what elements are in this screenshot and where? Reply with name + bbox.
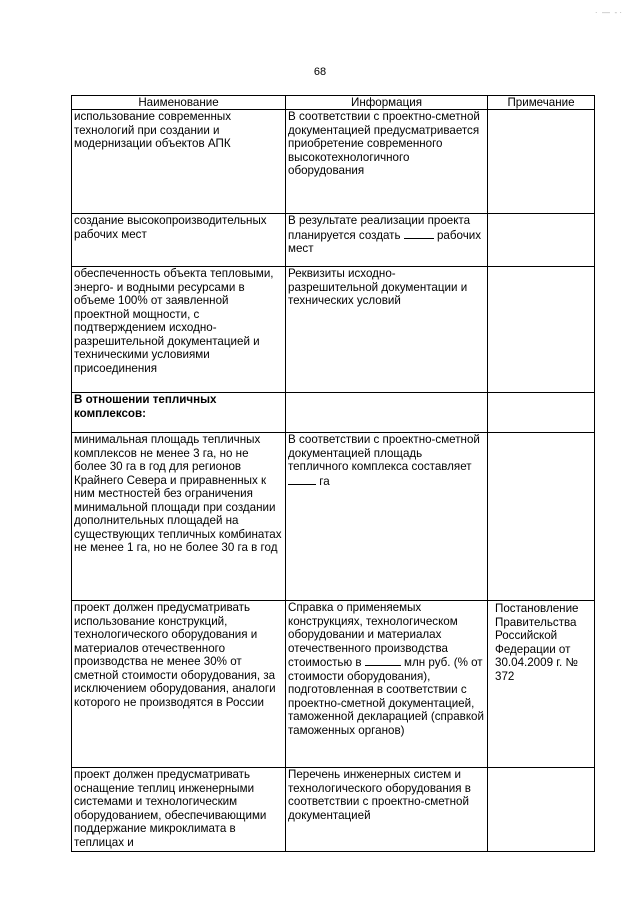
table-row <box>72 601 595 768</box>
row-name: проект должен предусматривать оснащение теплиц инженерными системами и технологическим оборудованием, обеспечивающими поддержание микроклимата в теплицах и <box>72 768 286 852</box>
empty-cell <box>488 393 595 433</box>
row-info: Реквизиты исходно-разрешительной документации и технических условий <box>286 267 488 393</box>
fill-in-blank <box>288 474 316 485</box>
row-name: проект должен предусматривать использование конструкций, технологического оборудования и материалов отечественного производства не менее 30% от сметной стоимости оборудования, за исключением оборудования, аналоги которого не производятся в России <box>72 601 286 768</box>
table-row <box>72 768 595 852</box>
row-info: В соответствии с проектно-сметной документацией предусматривается приобретение современного высокотехнологичного оборудования <box>286 110 488 214</box>
document-table <box>71 95 595 852</box>
fill-in-blank <box>365 655 401 666</box>
fill-in-blank <box>404 228 434 239</box>
row-name: обеспеченность объекта тепловыми, энерго- и водными ресурсами в объеме 100% от заявленной проектной мощности, с подтверждением исходно-разрешительной документацией и техническими условиями присоединения <box>72 267 286 393</box>
row-info <box>286 214 488 267</box>
section-title: В отношении тепличных комплексов: <box>72 393 286 433</box>
column-header-note: Примечание <box>488 96 595 110</box>
table-row <box>72 267 595 393</box>
row-info: Перечень инженерных систем и технологического оборудования в соответствии с проектно-сметной документацией <box>286 768 488 852</box>
row-note: Постановление Правительства Российской Федерации от 30.04.2009 г. № 372 <box>488 601 595 768</box>
table-row <box>72 110 595 214</box>
row-name: создание высокопроизводительных рабочих мест <box>72 214 286 267</box>
info-text-after: рабочих мест <box>288 228 482 255</box>
row-note <box>488 267 595 393</box>
info-text-before: В результате реализации проекта планируется создать <box>288 214 471 242</box>
column-header-info: Информация <box>286 96 488 110</box>
row-info <box>286 433 488 601</box>
table-row <box>72 214 595 267</box>
row-note <box>488 214 595 267</box>
row-info <box>286 601 488 768</box>
scan-artifact: · — - · <box>594 8 622 17</box>
row-note <box>488 768 595 852</box>
table-header-row <box>72 96 595 110</box>
column-header-name: Наименование <box>72 96 286 110</box>
empty-cell <box>286 393 488 433</box>
info-text-after: га <box>319 474 330 488</box>
table-row <box>72 433 595 601</box>
info-text-before: Справка о применяемых конструкциях, технологическом оборудовании и материалах отечественного производства стоимостью в <box>288 601 458 669</box>
page-number: 68 <box>313 66 327 78</box>
row-note <box>488 433 595 601</box>
info-text-before: В соответствии с проектно-сметной документацией площадь тепличного комплекса составляет <box>288 433 480 473</box>
row-name: использование современных технологий при создании и модернизации объектов АПК <box>72 110 286 214</box>
row-name: минимальная площадь тепличных комплексов не менее 3 га, но не более 30 га в год для регионов Крайнего Севера и приравненных к ним местностей без ограничения минимальной площади при создании дополнительных площадей на существующих тепличных комбинатах не менее 1 га, но не более 30 га в год <box>72 433 286 601</box>
row-note <box>488 110 595 214</box>
info-text-after: млн руб. (% от стоимости оборудования), подготовленная в соответствии с проектно-сметной документацией, таможенной декларацией (справкой таможенных органов) <box>288 656 484 737</box>
table-section-row <box>72 393 595 433</box>
